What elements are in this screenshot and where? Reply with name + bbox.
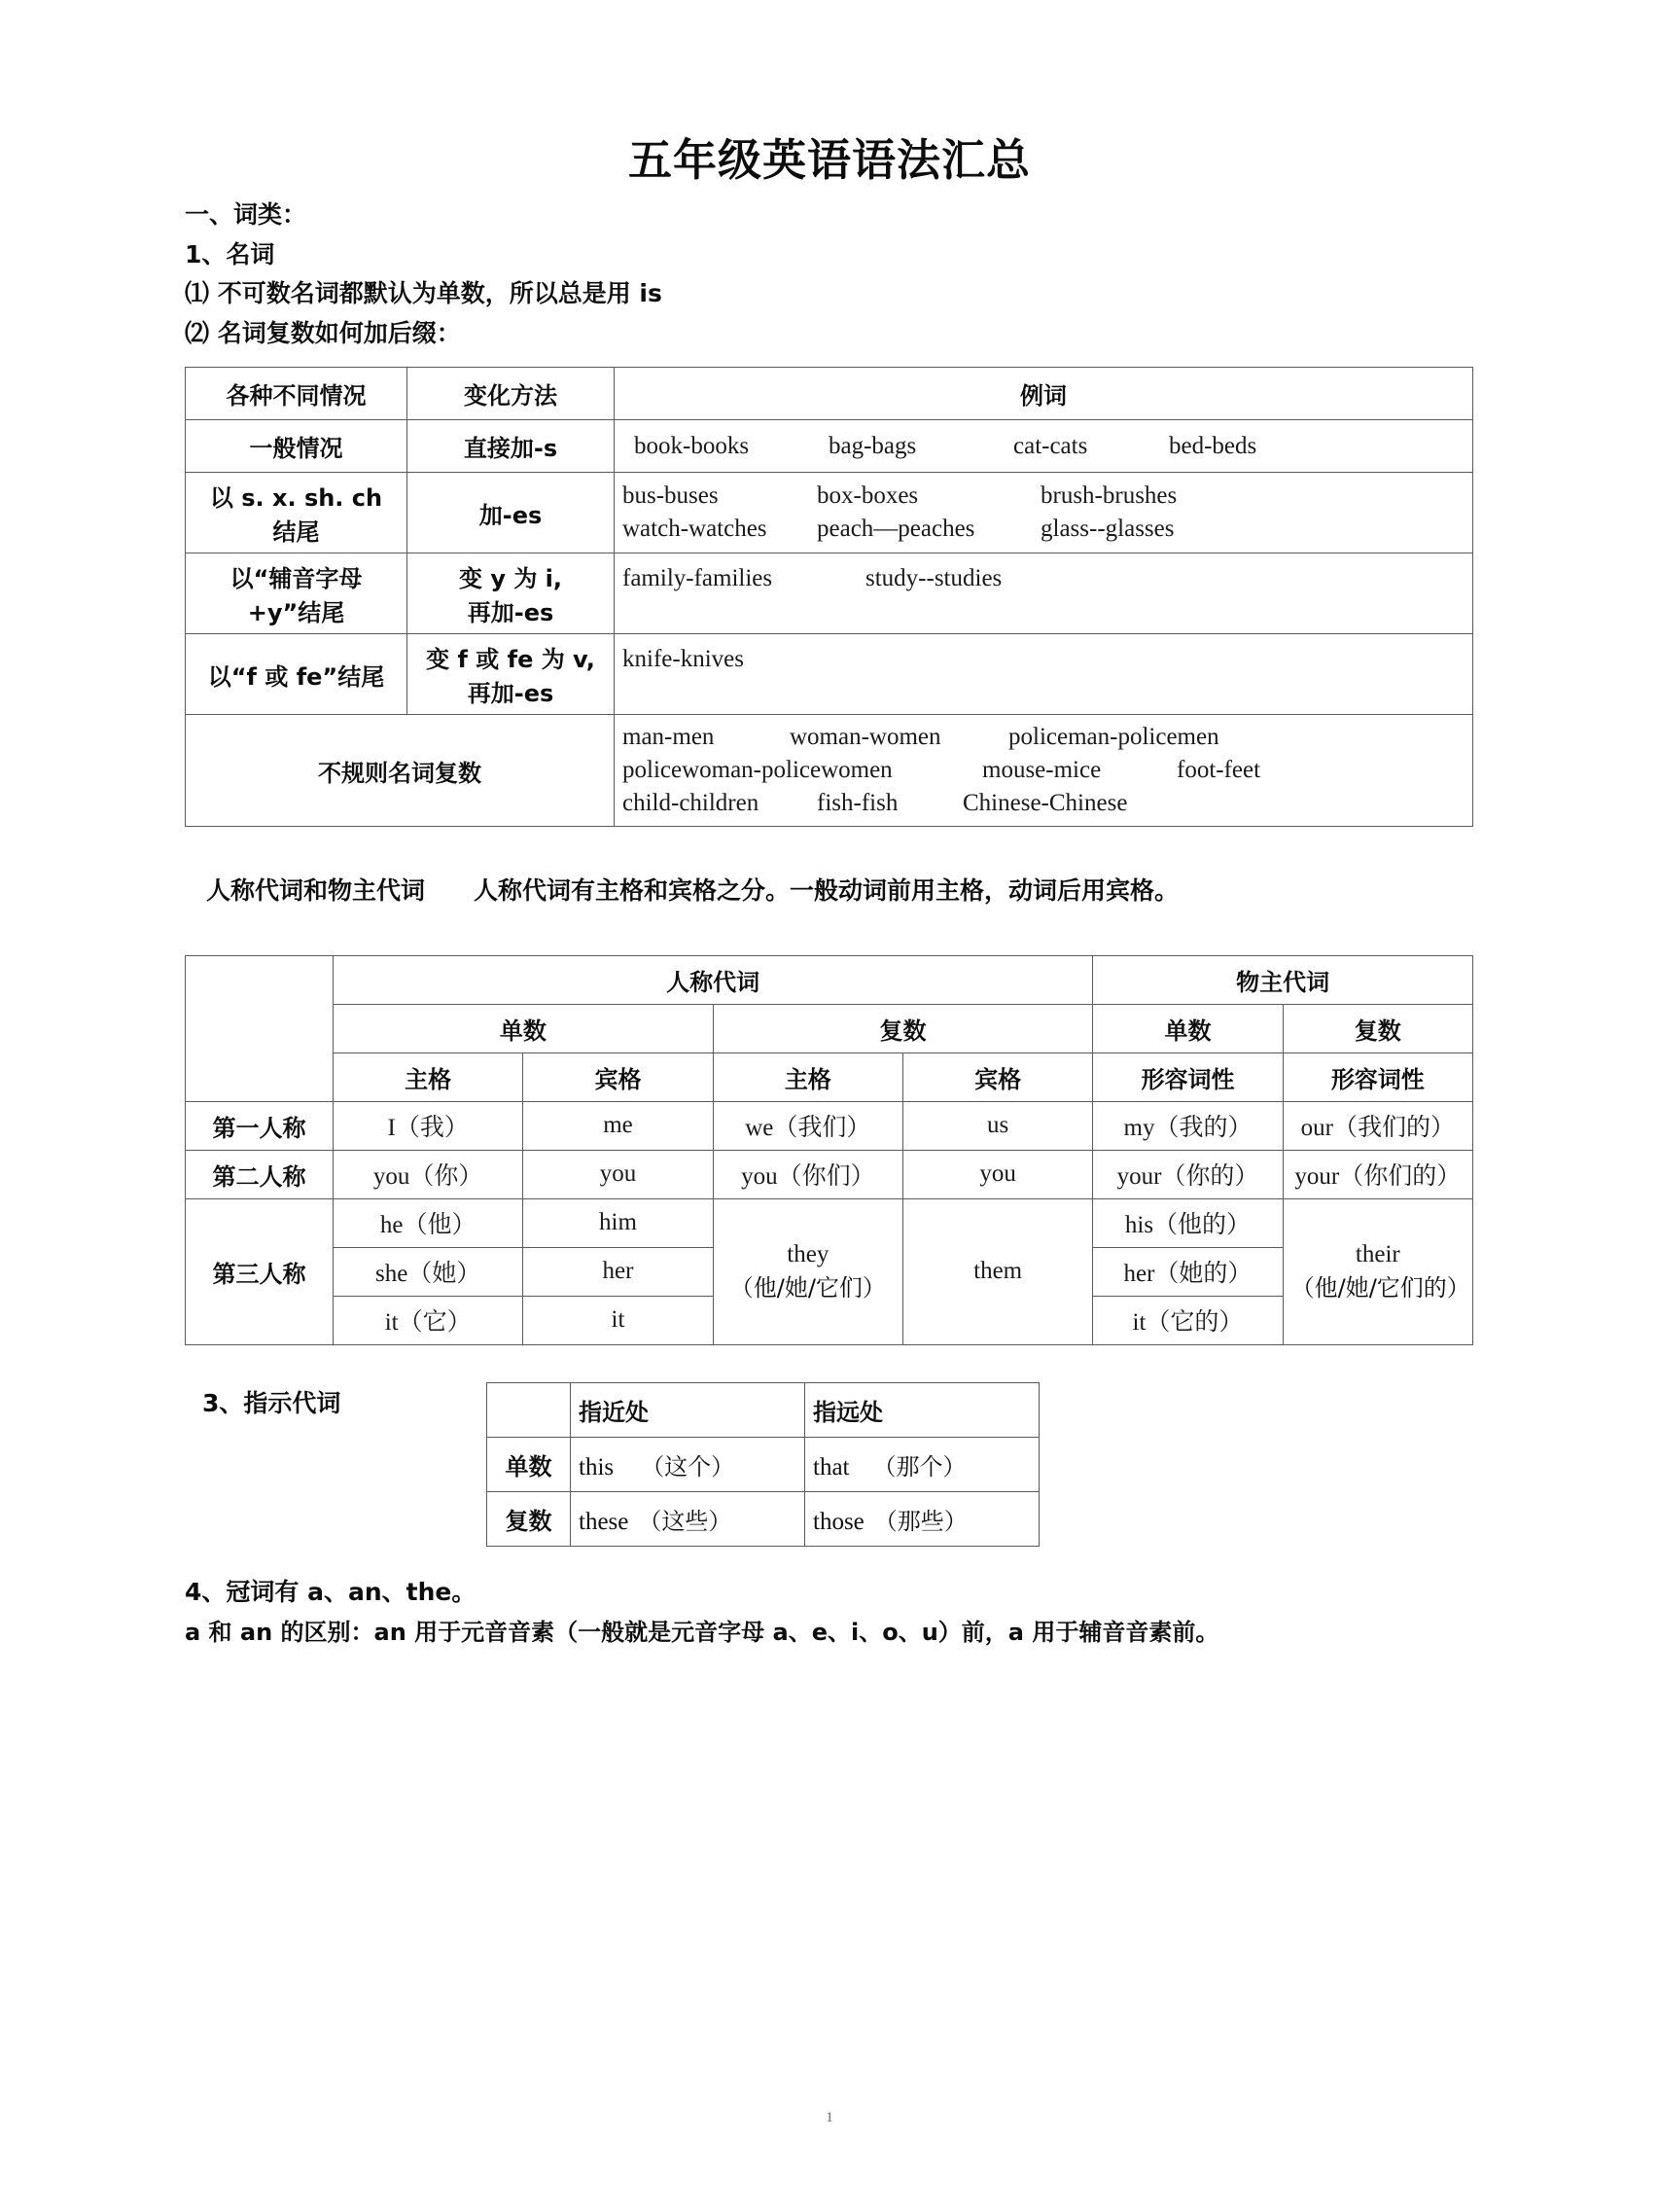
example-word: box-boxes <box>817 482 919 509</box>
table-row <box>487 1491 1040 1546</box>
table-header-row <box>186 368 1473 420</box>
corner-cell <box>487 1382 571 1437</box>
word-this: this <box>579 1453 615 1481</box>
example-word: peach—peaches <box>817 516 975 542</box>
first-singular-object: me <box>523 1101 713 1150</box>
method-add-s: 直接加-s <box>407 420 615 473</box>
third-plural-subject-meaning: （他/她/它们） <box>729 1273 886 1302</box>
third-singular-subject-she: she（她） <box>334 1247 523 1296</box>
case-f-fe: 以“f 或 fe”结尾 <box>186 634 407 715</box>
example-word: bus-buses <box>622 482 719 509</box>
examples-sibilant <box>615 473 1473 553</box>
first-possessive-plural: our（我们的） <box>1283 1101 1472 1150</box>
demonstrative-table <box>486 1382 1040 1547</box>
header-method: 变化方法 <box>407 368 615 420</box>
third-singular-object-it: it <box>523 1296 713 1344</box>
first-possessive-singular: my（我的） <box>1093 1101 1283 1150</box>
second-plural-subject: you（你们） <box>713 1150 902 1198</box>
case-adjective-plural: 形容词性 <box>1283 1052 1472 1101</box>
case-object-plural: 宾格 <box>902 1052 1092 1101</box>
case-line-2: +y”结尾 <box>247 599 345 626</box>
third-singular-subject-it: it（它） <box>334 1296 523 1344</box>
second-singular-object: you <box>523 1150 713 1198</box>
group-possessive-pronoun: 物主代词 <box>1093 955 1473 1004</box>
method-line-1: 变 f 或 fe 为 v, <box>426 646 595 673</box>
case-line-2: 结尾 <box>272 518 320 546</box>
demonstrative-heading: 3、指示代词 <box>202 1388 341 1417</box>
third-possessive-plural-their <box>1283 1198 1472 1344</box>
third-possessive-its: it（它的） <box>1093 1296 1283 1344</box>
example-word: mouse-mice <box>982 757 1102 783</box>
table-header-row-case <box>186 1052 1473 1101</box>
method-line-2: 再加-es <box>467 680 554 707</box>
example-word: Chinese-Chinese <box>963 790 1128 816</box>
article-section <box>185 1572 1474 1652</box>
example-word: woman-women <box>790 724 941 750</box>
third-plural-subject-they <box>713 1198 902 1344</box>
third-possessive-plural-word: their <box>1355 1240 1400 1267</box>
table-row <box>186 1150 1473 1198</box>
header-near: 指近处 <box>571 1382 805 1437</box>
example-word: watch-watches <box>622 516 767 542</box>
article-list: 4、冠词有 a、an、the。 <box>185 1577 477 1606</box>
case-consonant-y <box>186 553 407 634</box>
header-examples: 例词 <box>615 368 1473 420</box>
row-singular: 单数 <box>487 1437 571 1491</box>
pronoun-table <box>185 955 1473 1345</box>
table-header-row <box>487 1382 1040 1437</box>
word-those: those <box>813 1508 865 1535</box>
noun-rule-uncountable: ⑴ 不可数名词都默认为单数，所以总是用 is <box>185 279 662 307</box>
case-general: 一般情况 <box>186 420 407 473</box>
example-word: man-men <box>622 724 715 750</box>
meaning-that: （那个） <box>872 1452 967 1481</box>
examples-irregular <box>615 715 1473 827</box>
example-word: glass--glasses <box>1041 516 1175 542</box>
first-singular-subject: I（我） <box>334 1101 523 1150</box>
word-that: that <box>813 1453 850 1481</box>
group-personal-pronoun: 人称代词 <box>334 955 1093 1004</box>
page-number: 1 <box>826 2110 833 2125</box>
case-adjective-singular: 形容词性 <box>1093 1052 1283 1101</box>
first-plural-object: us <box>902 1101 1092 1150</box>
pronoun-heading-note: 人称代词有主格和宾格之分。一般动词前用主格，动词后用宾格。 <box>474 876 1180 905</box>
table-row <box>487 1437 1040 1491</box>
table-row <box>186 553 1473 634</box>
example-word: brush-brushes <box>1041 482 1178 509</box>
example-word: foot-feet <box>1177 757 1261 783</box>
cell-those <box>805 1491 1040 1546</box>
meaning-those: （那些） <box>873 1507 968 1535</box>
example-word: book-books <box>634 432 750 459</box>
example-word: policeman-policemen <box>1008 724 1219 750</box>
example-word: cat-cats <box>1013 432 1088 459</box>
example-word: policewoman-policewomen <box>622 757 893 783</box>
table-header-row-group <box>186 955 1473 1004</box>
second-plural-object: you <box>902 1150 1092 1198</box>
noun-rule-plural-suffix: ⑵ 名词复数如何加后缀： <box>185 318 461 347</box>
third-possessive-his: his（他的） <box>1093 1198 1283 1247</box>
header-far: 指远处 <box>805 1382 1040 1437</box>
third-plural-subject-word: they <box>787 1240 830 1267</box>
header-case: 各种不同情况 <box>186 368 407 420</box>
table-header-row-number <box>186 1004 1473 1052</box>
examples-f-fe <box>615 634 1473 715</box>
third-singular-object-him: him <box>523 1198 713 1247</box>
example-word: bag-bags <box>829 432 917 459</box>
example-word: bed-beds <box>1169 432 1257 459</box>
method-y-to-i <box>407 553 615 634</box>
table-row <box>186 473 1473 553</box>
method-f-to-v <box>407 634 615 715</box>
third-singular-object-her: her <box>523 1247 713 1296</box>
word-these: these <box>579 1508 629 1535</box>
example-word: knife-knives <box>622 646 744 672</box>
personal-plural-label: 复数 <box>713 1004 1093 1052</box>
table-row <box>186 1198 1473 1247</box>
method-line-2: 再加-es <box>467 599 554 626</box>
row-plural: 复数 <box>487 1491 571 1546</box>
method-add-es: 加-es <box>407 473 615 553</box>
example-word: study--studies <box>865 565 1003 591</box>
subsection-heading-nouns: 1、名词 <box>185 239 275 268</box>
noun-plural-table <box>185 367 1473 827</box>
example-word: fish-fish <box>817 790 899 816</box>
page-title: 五年级英语语法汇总 <box>627 134 1031 186</box>
examples-general <box>615 420 1473 473</box>
third-singular-subject-he: he（他） <box>334 1198 523 1247</box>
method-line-1: 变 y 为 i, <box>458 565 563 592</box>
cell-that <box>805 1437 1040 1491</box>
possessive-singular-label: 单数 <box>1093 1004 1283 1052</box>
second-possessive-singular: your（你的） <box>1093 1150 1283 1198</box>
second-possessive-plural: your（你们的） <box>1283 1150 1472 1198</box>
example-word: child-children <box>622 790 759 816</box>
third-possessive-her: her（她的） <box>1093 1247 1283 1296</box>
table-row <box>186 420 1473 473</box>
case-line-1: 以 s. x. sh. ch <box>209 484 383 512</box>
third-plural-object-them: them <box>902 1198 1092 1344</box>
cell-these <box>571 1491 805 1546</box>
case-subject-singular: 主格 <box>334 1052 523 1101</box>
person-second: 第二人称 <box>186 1150 334 1198</box>
person-third: 第三人称 <box>186 1198 334 1344</box>
table-row <box>186 715 1473 827</box>
first-plural-subject: we（我们） <box>713 1101 902 1150</box>
section-heading-word-classes: 一、词类： <box>185 200 307 229</box>
meaning-these: （这些） <box>638 1507 732 1535</box>
article-a-an-rule: a 和 an 的区别：an 用于元音音素（一般就是元音字母 a、e、i、o、u）前，a 用于辅音音素前。 <box>185 1618 1219 1646</box>
corner-cell <box>186 955 334 1101</box>
case-sibilant-ending <box>186 473 407 553</box>
cell-this <box>571 1437 805 1491</box>
case-subject-plural: 主格 <box>713 1052 902 1101</box>
demonstrative-section <box>185 1382 1474 1547</box>
meaning-this: （这个） <box>641 1452 735 1481</box>
second-singular-subject: you（你） <box>334 1150 523 1198</box>
case-object-singular: 宾格 <box>523 1052 713 1101</box>
possessive-plural-label: 复数 <box>1283 1004 1472 1052</box>
pronoun-heading-label: 人称代词和物主代词 <box>206 876 426 905</box>
table-row <box>186 634 1473 715</box>
table-row <box>186 1101 1473 1150</box>
case-irregular-plural: 不规则名词复数 <box>186 715 615 827</box>
example-word: family-families <box>622 565 773 591</box>
third-possessive-plural-meaning: （他/她/它们的） <box>1290 1273 1470 1302</box>
case-line-1: 以“辅音字母 <box>229 565 363 592</box>
personal-singular-label: 单数 <box>334 1004 714 1052</box>
pronoun-section-heading <box>185 872 1474 911</box>
person-first: 第一人称 <box>186 1101 334 1150</box>
examples-consonant-y <box>615 553 1473 634</box>
